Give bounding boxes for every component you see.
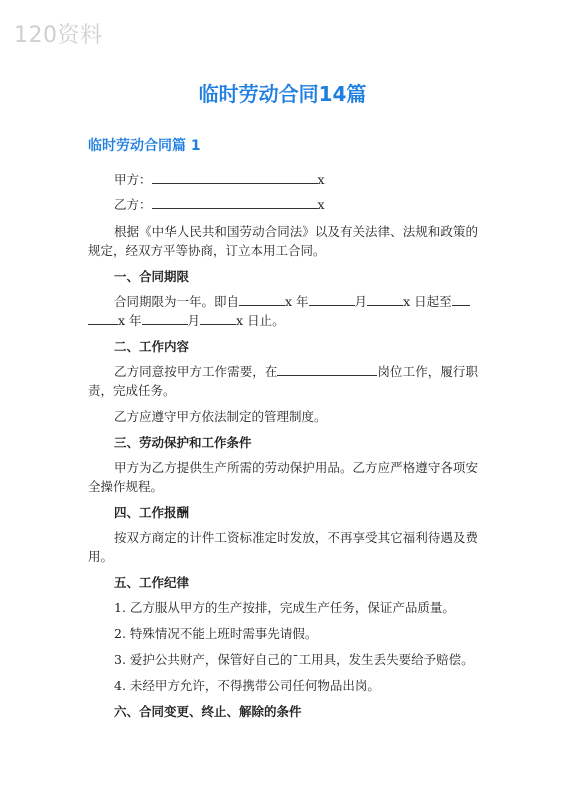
- term-blank-6: [142, 312, 188, 325]
- heading-term: 一、合同期限: [114, 269, 190, 284]
- document-body: [88, 170, 478, 727]
- party-b-line: [114, 195, 478, 214]
- term-blank-3: [367, 293, 403, 306]
- work-paragraph-1: [88, 362, 478, 400]
- term-blank-1: [239, 293, 285, 306]
- term-blank-2: [309, 293, 355, 306]
- watermark: 120资料: [14, 23, 103, 48]
- term-text-1: 合同期限为一年。即自: [114, 294, 240, 309]
- party-b-suffix: x: [317, 197, 325, 212]
- discipline-item-2: 2. 特殊情况不能上班时需事先请假。: [114, 626, 318, 641]
- party-a-suffix: x: [317, 172, 325, 187]
- term-blank-7: [200, 312, 236, 325]
- party-a-label: 甲方：: [114, 172, 152, 187]
- term-text-5: x 年: [118, 313, 142, 328]
- intro-paragraph: 根据《中华人民共和国劳动合同法》以及有关法律、法规和政策的规定，经双方平等协商，订立本用工合同。: [88, 224, 478, 258]
- party-a-line: [114, 170, 478, 189]
- term-blank-5: [88, 312, 118, 325]
- party-a-blank: [152, 171, 318, 184]
- term-paragraph: [88, 292, 478, 330]
- document-title: 临时劳动合同14篇: [198, 82, 367, 106]
- term-text-6: 月: [187, 313, 201, 328]
- heading-pay: 四、工作报酬: [114, 505, 190, 520]
- term-text-3: 月: [354, 294, 368, 309]
- post-blank: [277, 363, 377, 376]
- discipline-item-1: 1. 乙方服从甲方的生产按排，完成生产任务，保证产品质量。: [114, 600, 455, 615]
- heading-discipline: 五、工作纪律: [114, 575, 190, 590]
- pay-paragraph: 按双方商定的计件工资标准定时发放，不再享受其它福利待遇及费用。: [88, 530, 478, 564]
- section-title: 临时劳动合同篇 1: [88, 138, 201, 154]
- discipline-item-4: 4. 未经甲方允许，不得携带公司任何物品出岗。: [114, 678, 380, 693]
- heading-change-termination: 六、合同变更、终止、解除的条件: [114, 704, 302, 719]
- work-paragraph-2: 乙方应遵守甲方依法制定的管理制度。: [114, 409, 327, 424]
- term-blank-4: [452, 293, 470, 306]
- term-text-4: x 日起至: [403, 294, 452, 309]
- protection-paragraph: 甲方为乙方提供生产所需的劳动保护用品。乙方应严格遵守各项安全操作规程。: [88, 460, 478, 494]
- term-text-7: x 日止。: [236, 313, 285, 328]
- work-text-1: 乙方同意按甲方工作需要，在: [114, 364, 278, 379]
- party-b-blank: [152, 196, 318, 209]
- term-text-2: x 年: [285, 294, 309, 309]
- heading-protection: 三、劳动保护和工作条件: [114, 435, 252, 450]
- work-text-2: 岗位工作，履行职责，完成任务。: [88, 364, 478, 398]
- discipline-item-3: 3. 爱护公共财产，保管好自己的ˉ工用具，发生丢失要给予赔偿。: [114, 652, 474, 667]
- heading-work-content: 二、工作内容: [114, 339, 190, 354]
- party-b-label: 乙方：: [114, 197, 152, 212]
